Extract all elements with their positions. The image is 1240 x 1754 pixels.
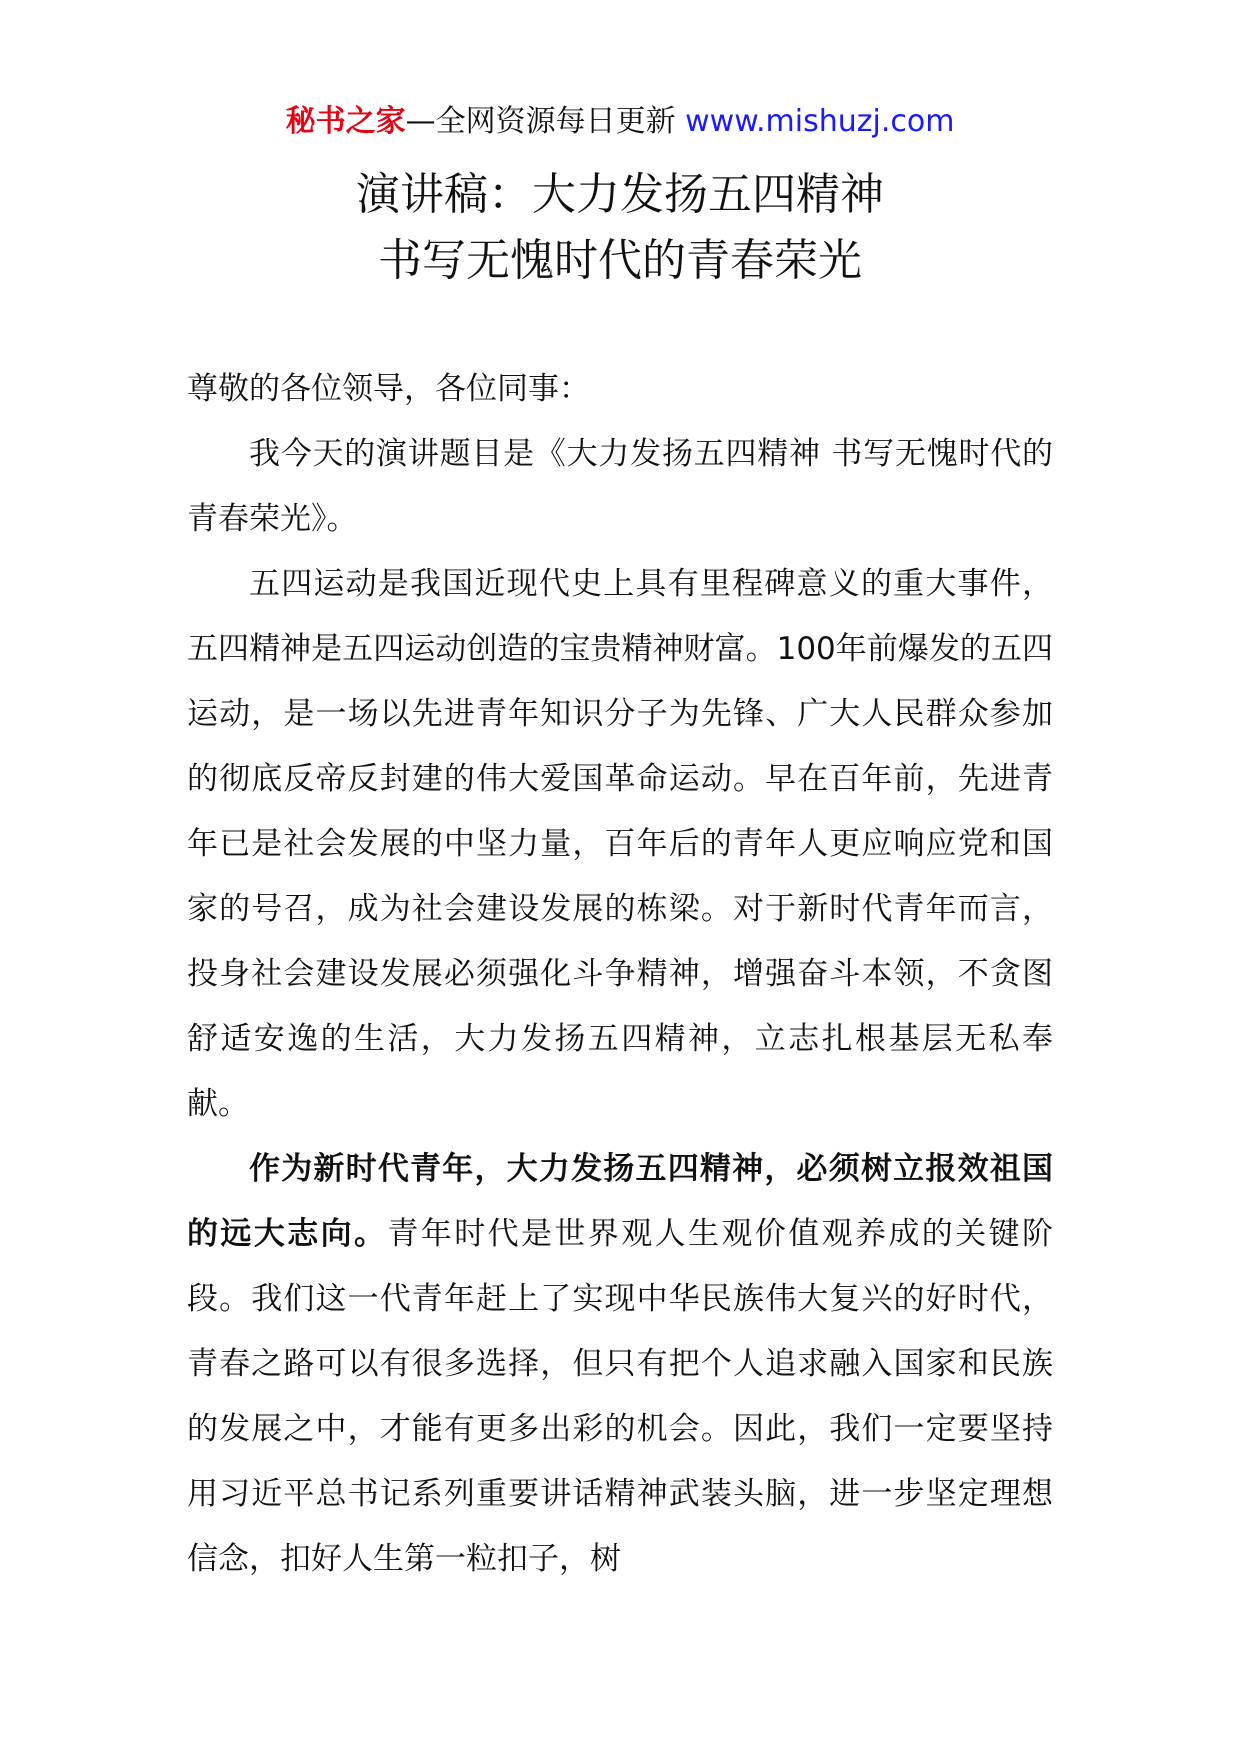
paragraph-1: 我今天的演讲题目是《大力发扬五四精神 书写无愧时代的青春荣光》。: [187, 436, 1053, 537]
header-tagline: —全网资源每日更新: [405, 104, 686, 139]
brand-name: 秘书之家: [285, 104, 406, 139]
title-line-2: 书写无愧时代的青春荣光: [378, 235, 862, 286]
title-line-1: 演讲稿：大力发扬五四精神: [356, 169, 884, 220]
document-title: [0, 162, 1240, 294]
document-body: [187, 357, 1053, 1592]
paragraph-3-heading: 作为新时代青年，大力发扬五四精神，必须树立报效祖国的远大志向。: [187, 1151, 1053, 1252]
paragraph-3-text: 青年时代是世界观人生观价值观养成的关键阶段。我们这一代青年赶上了实现中华民族伟大复兴的好时代，青春之路可以有很多选择，但只有把个人追求融入国家和民族的发展之中，才能有更多出彩的机会。因此，我们一定要坚持用习近平总书记系列重要讲话精神武装头脑，进一步坚定理想信念，扣好人生第一粒扣子，树: [187, 1216, 1054, 1577]
site-url-link[interactable]: www.mishuzj.com: [685, 104, 955, 139]
paragraph-2: 五四运动是我国近现代史上具有里程碑意义的重大事件，五四精神是五四运动创造的宝贵精神财富。100年前爆发的五四运动，是一场以先进青年知识分子为先锋、广大人民群众参加的彻底反帝反封建的伟大爱国革命运动。早在百年前，先进青年已是社会发展的中坚力量，百年后的青年人更应响应党和国家的号召，成为社会建设发展的栋梁。对于新时代青年而言，投身社会建设发展必须强化斗争精神，增强奋斗本领，不贪图舒适安逸的生活，大力发扬五四精神，立志扎根基层无私奉献。: [187, 566, 1053, 1122]
salutation: 尊敬的各位领导，各位同事：: [187, 371, 590, 407]
paragraph-3: [187, 1137, 1053, 1592]
site-header: [0, 100, 1240, 144]
